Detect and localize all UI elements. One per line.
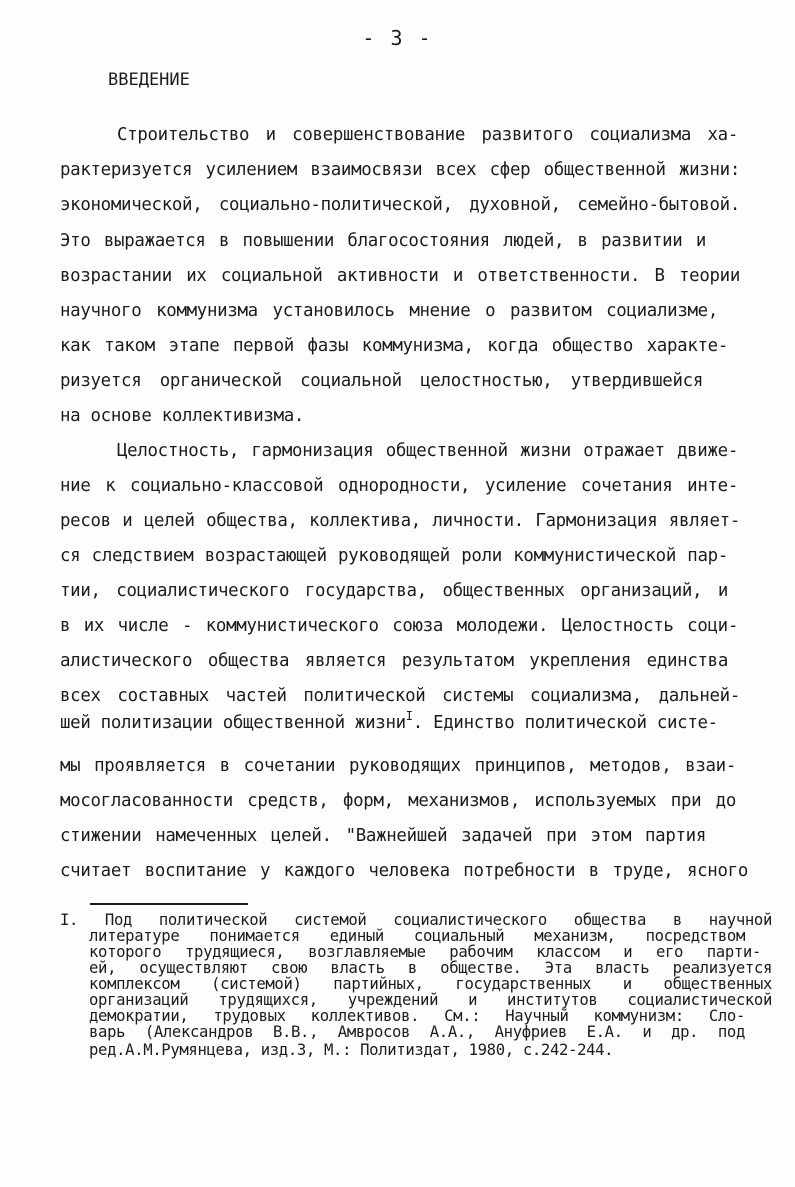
- text-line: как таком этапе первой фазы коммунизма, когда общество характе-: [60, 336, 728, 356]
- footnote-line: которого трудящиеся, возглавляемые рабочим классом и его парти-: [89, 943, 761, 961]
- text-line: экономической, социально-политической, духовной, семейно-бытовой.: [60, 195, 740, 215]
- text-line: стижении намеченных целей. "Важнейшей задачей при этом партия: [60, 826, 706, 846]
- text-line: на основе коллективизма.: [60, 406, 305, 426]
- text-line: ся следствием возрастающей руководящей роли коммунистической пар-: [60, 546, 728, 566]
- footnote-separator: [90, 903, 248, 905]
- text-line: мы проявляется в сочетании руководящих принципов, методов, взаи-: [60, 756, 736, 776]
- text-line: тии, социалистического государства, общественных организаций, и: [60, 581, 728, 601]
- text-line: в их числе - коммунистического союза молодежи. Целостность соци-: [60, 616, 738, 636]
- footnote-line: I. Под политической системой социалистического общества в научной: [60, 911, 772, 929]
- text-line: Целостность, гармонизация общественной жизни отражает движе-: [117, 441, 738, 461]
- text-segment: . Единство политической систе-: [412, 713, 718, 733]
- text-line: считает воспитание у каждого человека потребности в труде, ясного: [60, 861, 748, 881]
- footnote-line: ред.А.М.Румянцева, изд.3, М.: Политиздат, 1980, с.242-244.: [89, 1041, 614, 1059]
- text-segment: шей политизации общественной жизни: [60, 713, 406, 733]
- text-line: ризуется органической социальной целостностью, утвердившейся: [60, 371, 703, 391]
- text-line: Строительство и совершенствование развитого социализма ха-: [117, 125, 738, 145]
- footnote-ref[interactable]: I: [405, 709, 413, 723]
- section-heading: ВВЕДЕНИЕ: [108, 70, 190, 90]
- text-line: всех составных частей политической системы социализма, дальней-: [60, 686, 740, 706]
- footnote-line: демократии, трудовых коллективов. См.: Научный коммунизм: Сло-: [89, 1007, 745, 1025]
- footnote-line: варь (Александров В.В., Амвросов А.А., Ануфриев Е.А. и др. под: [89, 1023, 745, 1041]
- text-line: мосогласованности средств, форм, механизмов, используемых при до: [60, 791, 736, 811]
- text-line: возрастании их социальной активности и ответственности. В теории: [60, 266, 740, 286]
- footnote-line: ей, осуществляют свою власть в обществе. Эта власть реализуется: [89, 959, 772, 977]
- text-line: ние к социально-классовой однородности, усиление сочетания инте-: [60, 476, 738, 496]
- text-line-with-footnote: [60, 709, 740, 735]
- footnote-line: организаций трудящихся, учреждений и институтов социалистической: [89, 991, 772, 1009]
- page-number: - 3 -: [362, 26, 433, 50]
- footnote-line: комплексом (системой) партийных, государственных и общественных: [89, 975, 772, 993]
- text-line: рактеризуется усилением взаимосвязи всех сфер общественной жизни:: [60, 160, 740, 180]
- text-line: ресов и целей общества, коллектива, личности. Гармонизация являет-: [60, 511, 740, 531]
- text-line: научного коммунизма установилось мнение о развитом социализме,: [60, 301, 718, 321]
- footnote-line: литературе понимается единый социальный механизм, посредством: [89, 927, 745, 945]
- text-line: алистического общества является результатом укрепления единства: [60, 651, 728, 671]
- text-line: Это выражается в повышении благосостояния людей, в развитии и: [60, 231, 706, 251]
